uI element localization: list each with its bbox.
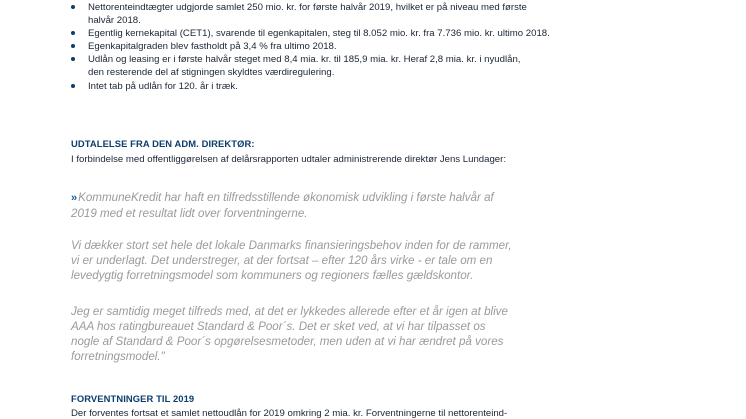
bullet-icon <box>71 44 75 48</box>
quote-line: forretningsmodel." <box>71 350 165 363</box>
bullet-icon <box>71 31 75 35</box>
quote-paragraph <box>71 190 561 221</box>
quote-line: nogle af Standard & Poor´s opgørelsesmetoder, men uden at vi har ændret på vores <box>71 335 504 348</box>
bullet-icon <box>71 57 75 61</box>
statement-heading: UDTALELSE FRA DEN ADM. DIREKTØR: <box>71 138 255 149</box>
highlight-line: Udlån og leasing er i første halvår steget med 8,4 mia. kr. til 185,9 mia. kr. Heraf 2,8 mia. kr. i nyudlån, <box>88 54 521 66</box>
highlight-item <box>70 1 590 27</box>
highlight-line: halvår 2018. <box>88 15 141 27</box>
bullet-icon <box>71 84 75 88</box>
quote-line: AAA hos ratingbureauet Standard & Poor´s. Det er sket ved, at vi har tilpasset os <box>71 320 486 333</box>
expectations-text: Der forventes fortsat et samlet nettoudlån for 2019 omkring 2 mia. kr. Forventningerne til nettorenteind- <box>71 408 508 419</box>
quote-line: KommuneKredit har haft en tilfredsstillende økonomisk udvikling i første halvår af <box>78 191 494 204</box>
quote-line: levedygtig forretningsmodel som kommuners og regioners fælles gældskontor. <box>71 269 474 282</box>
highlight-item <box>70 53 590 79</box>
quote-line: 2019 med et resultat lidt over forventningerne. <box>71 207 308 220</box>
quote-paragraph <box>71 304 561 364</box>
highlights-list <box>70 1 590 93</box>
highlight-item <box>70 40 590 53</box>
quote-paragraph <box>71 238 561 283</box>
expectations-heading: FORVENTNINGER TIL 2019 <box>71 393 195 404</box>
bullet-icon <box>71 5 75 9</box>
highlight-line: Egenkapitalgraden blev fastholdt på 3,4 % fra ultimo 2018. <box>88 41 337 53</box>
quote-line: Vi dækker stort set hele det lokale Danmarks finansieringsbehov inden for de rammer, <box>71 239 512 252</box>
quote-line: vi er underlagt. Det understreger, at der fortsat – efter 120 års virke - er tale om en <box>71 254 493 267</box>
highlight-line: den resterende del af stigningen skyldtes værdiregulering. <box>88 67 335 79</box>
quote-mark-icon: » <box>71 192 78 204</box>
quote-line: Jeg er samtidig meget tilfreds med, at det er lykkedes allerede efter et år igen at blive <box>71 305 508 318</box>
highlight-line: Egentlig kernekapital (CET1), svarende til egenkapitalen, steg til 8.052 mio. kr. fra 7.736 mio. kr. ultimo 2018. <box>88 28 550 40</box>
highlight-item <box>70 27 590 40</box>
highlight-item <box>70 80 590 93</box>
highlight-line: Intet tab på udlån for 120. år i træk. <box>88 80 238 92</box>
highlight-line: Nettorenteindtægter udgjorde samlet 250 mio. kr. for første halvår 2019, hvilket er på niveau med første <box>88 2 527 13</box>
statement-intro: I forbindelse med offentliggørelsen af delårsrapporten udtaler administrerende direktør Jens Lundager: <box>71 154 506 165</box>
